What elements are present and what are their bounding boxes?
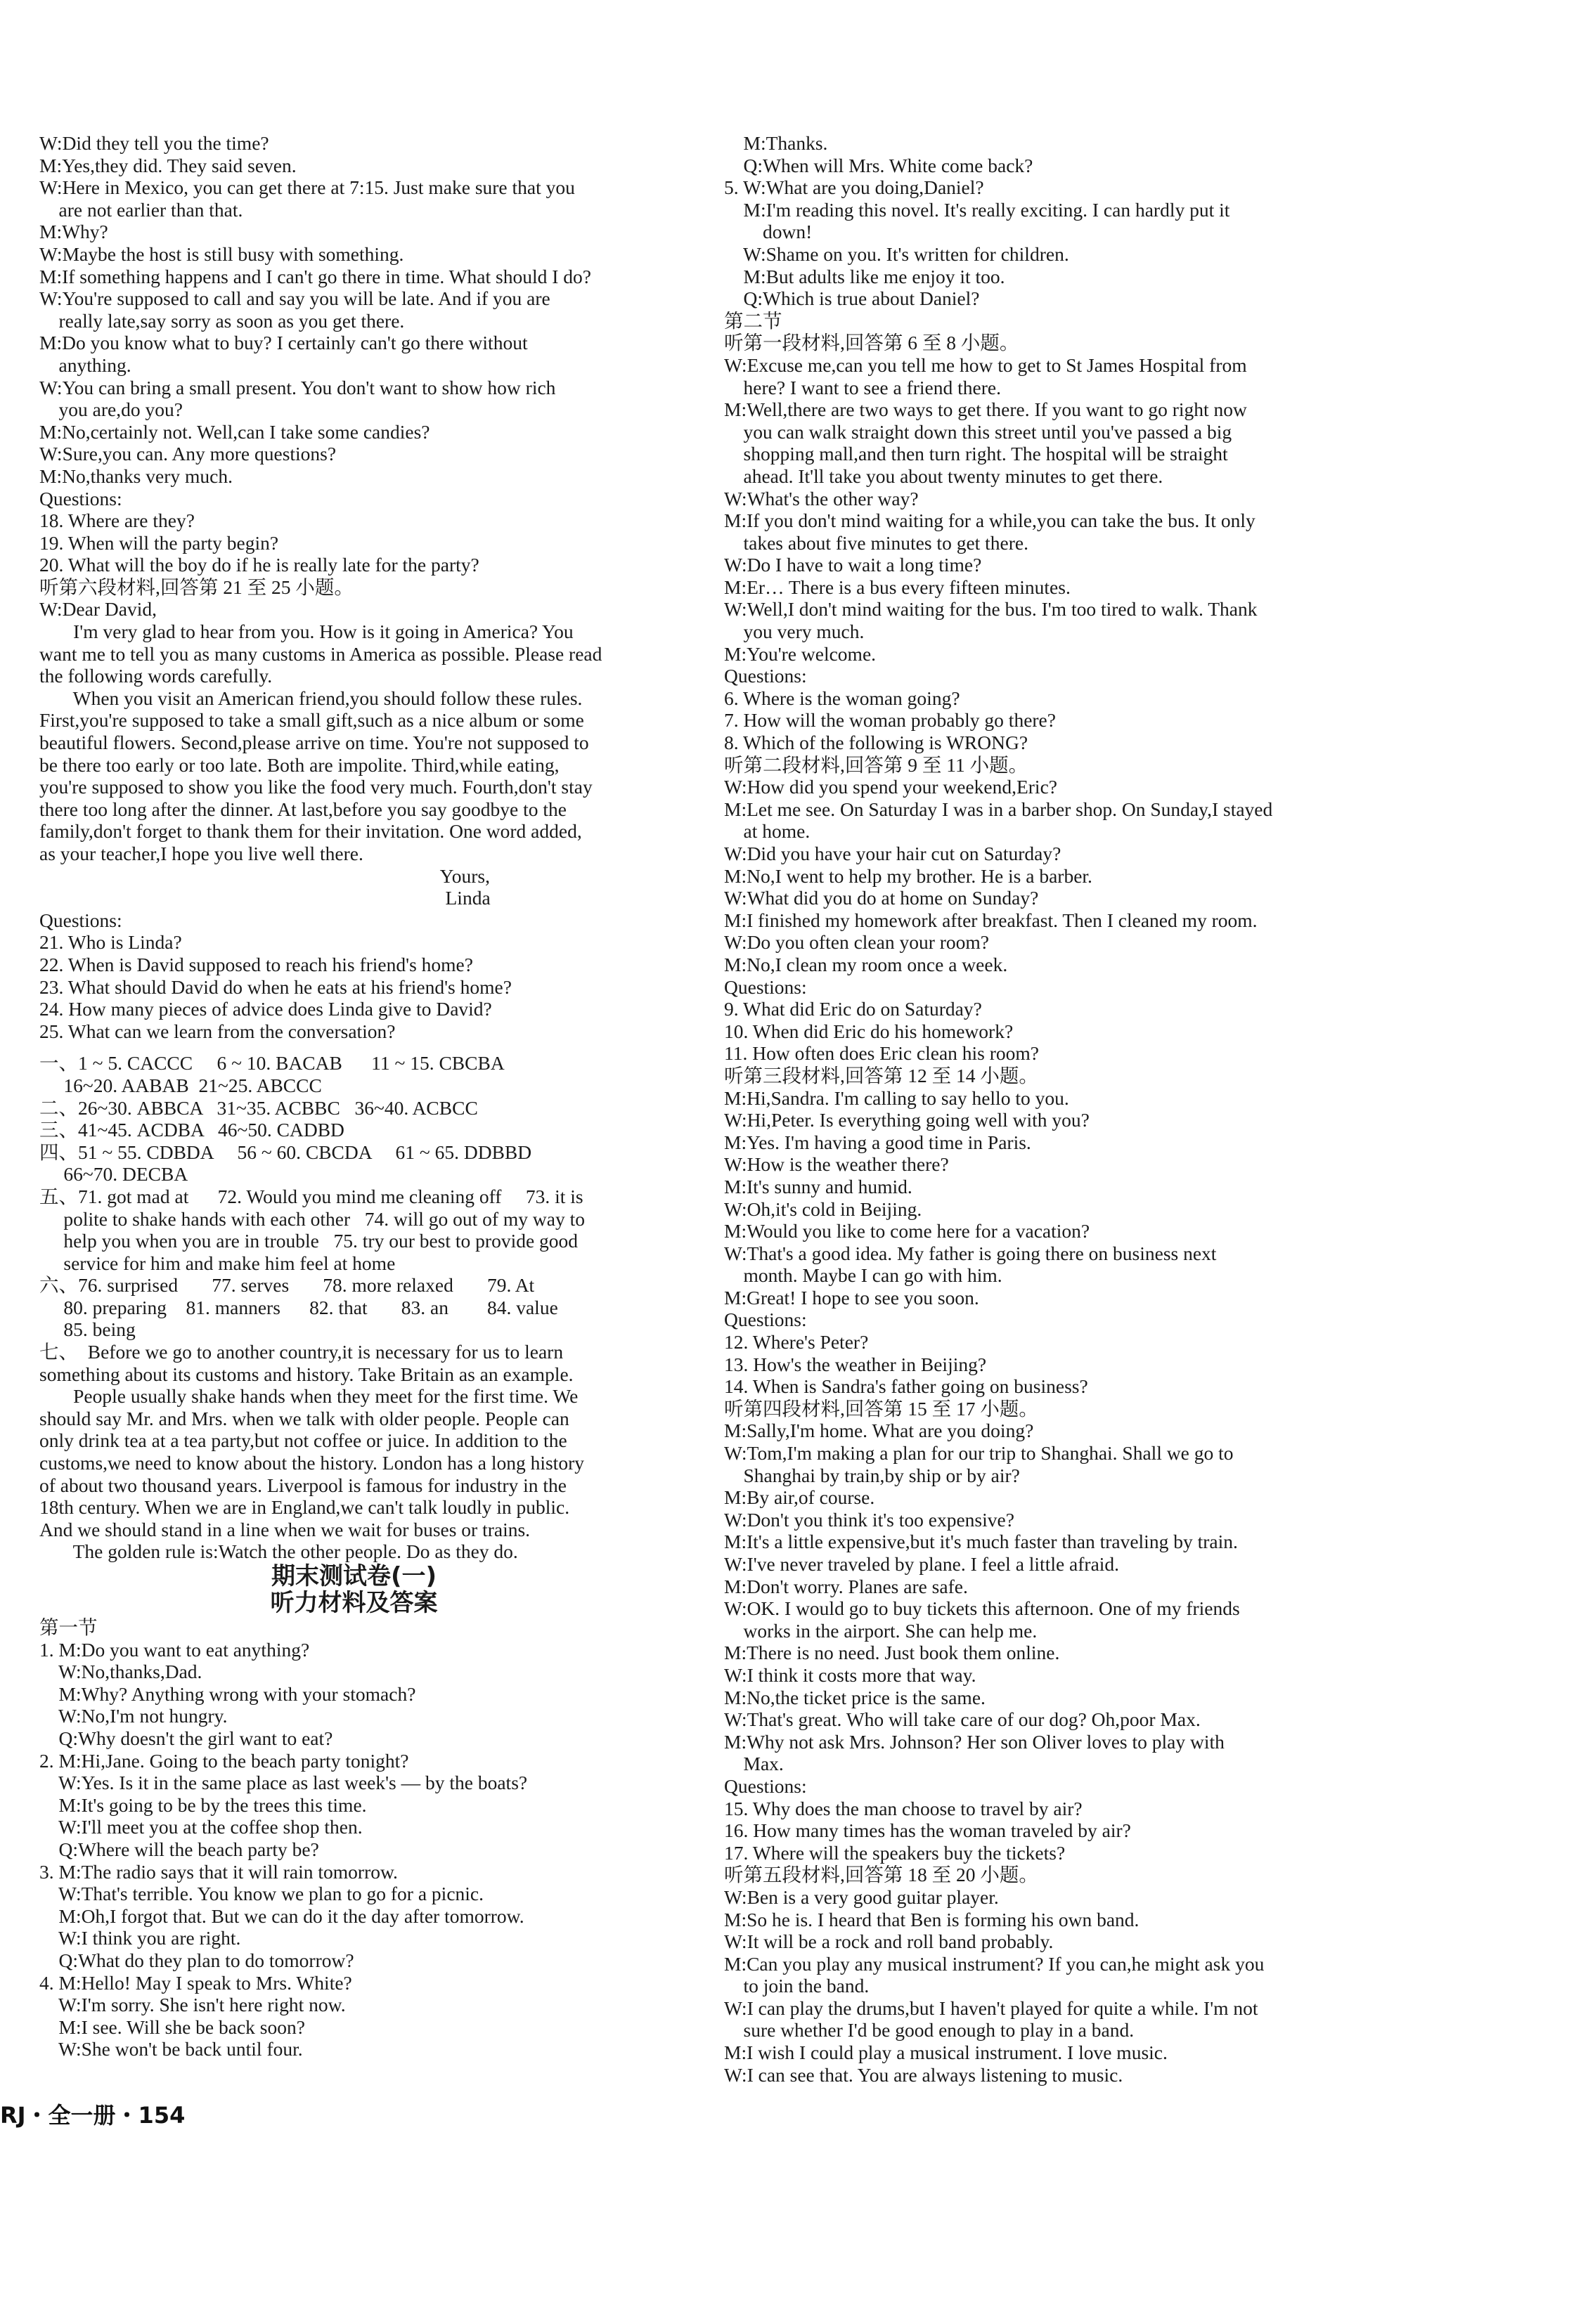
text-line: M:Er… There is a bus every fifteen minutes. bbox=[724, 576, 1071, 598]
text-line: 9. What did Eric do on Saturday? bbox=[724, 998, 982, 1020]
text-line: 16. How many times has the woman traveled by air? bbox=[724, 1819, 1131, 1842]
text-line: M:There is no need. Just book them online. bbox=[724, 1642, 1060, 1664]
text-line: shopping mall,and then turn right. The hospital will be straight bbox=[724, 443, 1228, 465]
text-line: W:Well,I don't mind waiting for the bus. I'm too tired to walk. Thank bbox=[724, 598, 1258, 621]
text-line: W:I can see that. You are always listening to music. bbox=[724, 2063, 1123, 2086]
text-line: Q:What do they plan to do tomorrow? bbox=[39, 1949, 354, 1971]
text-line: W:I'll meet you at the coffee shop then. bbox=[39, 1816, 363, 1838]
text-line: W:Yes. Is it in the same place as last week's — by the boats? bbox=[39, 1772, 528, 1794]
text-line: W:That's terrible. You know we plan to go for a picnic. bbox=[39, 1883, 484, 1905]
text-line: W:Maybe the host is still busy with something. bbox=[39, 242, 404, 265]
text-line: 80. preparing 81. manners 82. that 83. an 84. value bbox=[39, 1296, 558, 1318]
text-line: 12. Where's Peter? bbox=[724, 1331, 869, 1353]
text-line: 8. Which of the following is WRONG? bbox=[724, 732, 1028, 754]
text-line: M:I wish I could play a musical instrument. I love music. bbox=[724, 2041, 1168, 2064]
text-line: anything. bbox=[39, 353, 131, 376]
text-line: 听第四段材料,回答第 15 至 17 小题。 bbox=[724, 1397, 1038, 1420]
text-line: 7. How will the woman probably go there? bbox=[724, 709, 1056, 732]
text-line: Questions: bbox=[724, 665, 807, 687]
text-line: 85. being bbox=[39, 1318, 136, 1341]
left-column bbox=[39, 132, 669, 2060]
text-line: polite to shake hands with each other 74. will go out of my way to bbox=[39, 1207, 585, 1230]
text-line: Linda bbox=[39, 887, 491, 909]
text-line: 5. W:What are you doing,Daniel? bbox=[724, 176, 984, 199]
text-line: month. Maybe I can go with him. bbox=[724, 1264, 1002, 1287]
text-line: 六、76. surprised 77. serves 78. more relaxed 79. At bbox=[39, 1274, 535, 1297]
text-line: are not earlier than that. bbox=[39, 198, 243, 221]
text-line: W:Tom,I'm making a plan for our trip to Shanghai. Shall we go to bbox=[724, 1442, 1234, 1465]
text-line: ahead. It'll take you about twenty minutes to get there. bbox=[724, 465, 1163, 487]
text-line: the following words carefully. bbox=[39, 665, 273, 687]
text-line: 17. Where will the speakers buy the tickets? bbox=[724, 1841, 1066, 1864]
text-line: down! bbox=[724, 221, 813, 243]
text-line: W:You're supposed to call and say you will be late. And if you are bbox=[39, 287, 550, 310]
text-line: W:Excuse me,can you tell me how to get to St James Hospital from bbox=[724, 353, 1247, 376]
text-line: M:Why? Anything wrong with your stomach? bbox=[39, 1682, 416, 1705]
text-line: M:No,thanks very much. bbox=[39, 465, 233, 487]
text-line: Yours, bbox=[39, 864, 490, 887]
text-line: W:OK. I would go to buy tickets this afternoon. One of my friends bbox=[724, 1597, 1240, 1620]
text-line: 14. When is Sandra's father going on business? bbox=[724, 1375, 1088, 1398]
text-line: something about its customs and history. Take Britain as an example. bbox=[39, 1363, 574, 1385]
text-line: 21. Who is Linda? bbox=[39, 931, 182, 954]
text-line: W:What's the other way? bbox=[724, 487, 919, 509]
text-line: Q:Why doesn't the girl want to eat? bbox=[39, 1727, 333, 1749]
text-line: W:Do you often clean your room? bbox=[724, 931, 989, 954]
text-line: M:Yes,they did. They said seven. bbox=[39, 154, 297, 176]
text-line: M:I finished my homework after breakfast. Then I cleaned my room. bbox=[724, 909, 1258, 931]
text-line: W:Sure,you can. Any more questions? bbox=[39, 443, 337, 465]
text-line: 3. M:The radio says that it will rain tomorrow. bbox=[39, 1860, 398, 1883]
text-line: of about two thousand years. Liverpool is famous for industry in the bbox=[39, 1474, 567, 1496]
text-line: M:So he is. I heard that Ben is forming his own band. bbox=[724, 1908, 1140, 1930]
text-line: sure whether I'd be good enough to play in a band. bbox=[724, 2019, 1135, 2041]
left-dialogue-section bbox=[39, 132, 669, 1042]
text-line: 18th century. When we are in England,we can't talk loudly in public. bbox=[39, 1496, 570, 1519]
text-line: 10. When did Eric do his homework? bbox=[724, 1020, 1014, 1042]
text-line: W:You can bring a small present. You don't want to show how rich bbox=[39, 376, 556, 398]
text-line: should say Mr. and Mrs. when we talk with older people. People can bbox=[39, 1407, 569, 1429]
text-line: 第二节 bbox=[724, 309, 782, 332]
text-line: Shanghai by train,by ship or by air? bbox=[724, 1464, 1020, 1486]
text-line: 听第二段材料,回答第 9 至 11 小题。 bbox=[724, 753, 1028, 776]
text-line: be there too early or too late. Both are impolite. Third,while eating, bbox=[39, 753, 560, 776]
text-line: 第一节 bbox=[39, 1616, 98, 1638]
text-line: W:Don't you think it's too expensive? bbox=[724, 1508, 1014, 1531]
text-line: W:I think it costs more that way. bbox=[724, 1663, 976, 1686]
text-line: M:I'm reading this novel. It's really exciting. I can hardly put it bbox=[724, 198, 1230, 221]
text-line: Questions: bbox=[39, 909, 122, 931]
text-line: takes about five minutes to get there. bbox=[724, 531, 1029, 554]
text-line: W:Here in Mexico, you can get there at 7:15. Just make sure that you bbox=[39, 176, 575, 199]
text-line: M:By air,of course. bbox=[724, 1486, 875, 1509]
text-line: really late,say sorry as soon as you get there. bbox=[39, 309, 405, 332]
exam-subtitle: 听力材料及答案 bbox=[270, 1589, 438, 1617]
text-line: 二、26~30. ABBCA 31~35. ACBBC 36~40. ACBCC bbox=[39, 1096, 478, 1119]
text-line: you're supposed to show you like the food very much. Fourth,don't stay bbox=[39, 776, 593, 798]
text-line: 4. M:Hello! May I speak to Mrs. White? bbox=[39, 1971, 352, 1994]
exam-title: 期末测试卷(一) bbox=[271, 1562, 437, 1590]
text-line: 22. When is David supposed to reach his friend's home? bbox=[39, 953, 473, 975]
text-line: at home. bbox=[724, 820, 811, 843]
text-line: 20. What will the boy do if he is really late for the party? bbox=[39, 554, 479, 576]
text-line: W:I'm sorry. She isn't here right now. bbox=[39, 1994, 346, 2016]
text-line: M:If you don't mind waiting for a while,you can take the bus. It only bbox=[724, 509, 1255, 532]
text-line: Max. bbox=[724, 1753, 784, 1775]
text-line: Questions: bbox=[39, 487, 122, 509]
text-line: M:Why not ask Mrs. Johnson? Her son Oliver loves to play with bbox=[724, 1730, 1225, 1753]
text-line: M:Would you like to come here for a vacation? bbox=[724, 1220, 1090, 1242]
text-line: W:It will be a rock and roll band probably. bbox=[724, 1930, 1054, 1953]
text-line: here? I want to see a friend there. bbox=[724, 376, 1001, 398]
text-line: W:How did you spend your weekend,Eric? bbox=[724, 776, 1057, 798]
text-line: Q:Where will the beach party be? bbox=[39, 1838, 319, 1860]
text-line: M:If something happens and I can't go there in time. What should I do? bbox=[39, 265, 591, 287]
right-column bbox=[724, 132, 1360, 2086]
text-line: only drink tea at a tea party,but not coffee or juice. In addition to the bbox=[39, 1429, 567, 1452]
text-line: 6. Where is the woman going? bbox=[724, 687, 960, 709]
text-line: M:Can you play any musical instrument? If you can,he might ask you bbox=[724, 1952, 1265, 1975]
text-line: W:Did you have your hair cut on Saturday? bbox=[724, 843, 1061, 864]
page-footer: RJ・全一册・154 bbox=[0, 2102, 186, 2129]
text-line: W:I can play the drums,but I haven't played for quite a while. I'm not bbox=[724, 1997, 1258, 2019]
text-line: works in the airport. She can help me. bbox=[724, 1619, 1038, 1642]
text-line: 66~70. DECBA bbox=[39, 1163, 188, 1186]
text-line: First,you're supposed to take a small gift,such as a nice album or some bbox=[39, 709, 584, 732]
text-line: family,don't forget to thank them for their invitation. One word added, bbox=[39, 820, 582, 843]
text-line: 18. Where are they? bbox=[39, 509, 195, 532]
text-line: The golden rule is:Watch the other people. Do as they do. bbox=[39, 1540, 518, 1563]
text-line: M:Great! I hope to see you soon. bbox=[724, 1286, 979, 1309]
text-line: W:Dear David, bbox=[39, 598, 157, 621]
text-line: you very much. bbox=[724, 621, 865, 643]
text-line: want me to tell you as many customs in America as possible. Please read bbox=[39, 642, 602, 665]
text-line: M:Thanks. bbox=[724, 132, 828, 154]
listening-section-two bbox=[724, 132, 1360, 2086]
text-line: When you visit an American friend,you should follow these rules. bbox=[39, 687, 583, 709]
text-line: 五、71. got mad at 72. Would you mind me cleaning off 73. it is bbox=[39, 1185, 583, 1207]
text-line: 听第五段材料,回答第 18 至 20 小题。 bbox=[724, 1864, 1038, 1886]
text-line: help you when you are in trouble 75. try our best to provide good bbox=[39, 1230, 579, 1252]
text-line: Q:Which is true about Daniel? bbox=[724, 287, 980, 310]
text-line: M:I see. Will she be back soon? bbox=[39, 2015, 305, 2038]
text-line: M:It's going to be by the trees this time. bbox=[39, 1793, 367, 1816]
text-line: 13. How's the weather in Beijing? bbox=[724, 1353, 987, 1375]
text-line: W:She won't be back until four. bbox=[39, 2038, 303, 2060]
text-line: M:No,I clean my room once a week. bbox=[724, 953, 1008, 975]
text-line: M:Do you know what to buy? I certainly can't go there without bbox=[39, 332, 528, 354]
text-line: 16~20. AABAB 21~25. ABCCC bbox=[39, 1074, 322, 1096]
text-line: Questions: bbox=[724, 1309, 807, 1331]
text-line: Q:When will Mrs. White come back? bbox=[724, 154, 1033, 176]
text-line: customs,we need to know about the history. London has a long history bbox=[39, 1452, 584, 1474]
text-line: W:Do I have to wait a long time? bbox=[724, 554, 982, 576]
text-line: M:Don't worry. Planes are safe. bbox=[724, 1575, 968, 1597]
text-line: 听第三段材料,回答第 12 至 14 小题。 bbox=[724, 1064, 1038, 1086]
listening-section-one bbox=[39, 1616, 669, 2060]
text-line: beautiful flowers. Second,please arrive on time. You're not supposed to bbox=[39, 732, 589, 754]
text-line: W:How is the weather there? bbox=[724, 1153, 949, 1176]
text-line: you are,do you? bbox=[39, 398, 183, 421]
text-line: W:No,I'm not hungry. bbox=[39, 1705, 228, 1727]
text-line: 15. Why does the man choose to travel by air? bbox=[724, 1797, 1083, 1819]
text-line: W:Ben is a very good guitar player. bbox=[724, 1885, 999, 1908]
text-line: M:Oh,I forgot that. But we can do it the day after tomorrow. bbox=[39, 1904, 524, 1927]
text-line: W:I think you are right. bbox=[39, 1927, 241, 1949]
text-line: M:No,certainly not. Well,can I take some candies? bbox=[39, 420, 430, 443]
text-line: 一、1 ~ 5. CACCC 6 ~ 10. BACAB 11 ~ 15. CBCBA bbox=[39, 1052, 505, 1075]
text-line: there too long after the dinner. At last,before you say goodbye to the bbox=[39, 798, 567, 820]
text-line: you can walk straight down this street until you've passed a big bbox=[724, 420, 1232, 443]
text-line: 四、51 ~ 55. CDBDA 56 ~ 60. CBCDA 61 ~ 65. DDBBD bbox=[39, 1141, 532, 1163]
text-line: 23. What should David do when he eats at his friend's home? bbox=[39, 975, 512, 998]
text-line: W:That's great. Who will take care of our dog? Oh,poor Max. bbox=[724, 1708, 1201, 1731]
text-line: 七、 Before we go to another country,it is necessary for us to learn bbox=[39, 1341, 564, 1363]
text-line: 1. M:Do you want to eat anything? bbox=[39, 1638, 310, 1661]
text-line: W:No,thanks,Dad. bbox=[39, 1661, 202, 1683]
text-line: W:What did you do at home on Sunday? bbox=[724, 887, 1039, 909]
text-line: Questions: bbox=[724, 975, 807, 998]
text-line: M:You're welcome. bbox=[724, 642, 877, 665]
text-line: 听第一段材料,回答第 6 至 8 小题。 bbox=[724, 332, 1019, 354]
text-line: to join the band. bbox=[724, 1975, 870, 1997]
text-line: W:That's a good idea. My father is going there on business next bbox=[724, 1242, 1217, 1264]
text-line: M:Well,there are two ways to get there. If you want to go right now bbox=[724, 398, 1247, 421]
text-line: I'm very glad to hear from you. How is it going in America? You bbox=[39, 621, 574, 643]
text-line: W:Shame on you. It's written for children. bbox=[724, 242, 1069, 265]
text-line: People usually shake hands when they meet for the first time. We bbox=[39, 1385, 579, 1408]
text-line: service for him and make him feel at home bbox=[39, 1252, 396, 1274]
text-line: 听第六段材料,回答第 21 至 25 小题。 bbox=[39, 576, 354, 598]
text-line: M:It's a little expensive,but it's much faster than traveling by train. bbox=[724, 1531, 1238, 1553]
text-line: W:Hi,Peter. Is everything going well with you? bbox=[724, 1109, 1090, 1131]
text-line: W:Oh,it's cold in Beijing. bbox=[724, 1197, 922, 1220]
text-line: 19. When will the party begin? bbox=[39, 531, 279, 554]
text-line: Questions: bbox=[724, 1774, 807, 1797]
text-line: And we should stand in a line when we wait for buses or trains. bbox=[39, 1518, 531, 1540]
text-line: M:No,I went to help my brother. He is a barber. bbox=[724, 864, 1092, 887]
text-line: M:Yes. I'm having a good time in Paris. bbox=[724, 1131, 1031, 1153]
text-line: M:Why? bbox=[39, 221, 108, 243]
text-line: 2. M:Hi,Jane. Going to the beach party tonight? bbox=[39, 1749, 409, 1772]
text-line: 11. How often does Eric clean his room? bbox=[724, 1042, 1040, 1065]
text-line: M:Sally,I'm home. What are you doing? bbox=[724, 1420, 1034, 1442]
text-line: M:But adults like me enjoy it too. bbox=[724, 265, 1005, 287]
answer-key-section bbox=[39, 1052, 669, 1563]
text-line: 25. What can we learn from the conversation? bbox=[39, 1020, 396, 1042]
text-line: W:I've never traveled by plane. I feel a little afraid. bbox=[724, 1553, 1120, 1575]
text-line: M:Let me see. On Saturday I was in a barber shop. On Sunday,I stayed bbox=[724, 798, 1273, 820]
text-line: W:Did they tell you the time? bbox=[39, 132, 269, 154]
text-line: 三、41~45. ACDBA 46~50. CADBD bbox=[39, 1119, 344, 1141]
text-line: 24. How many pieces of advice does Linda give to David? bbox=[39, 998, 492, 1020]
text-line: M:No,the ticket price is the same. bbox=[724, 1686, 986, 1708]
text-line: as your teacher,I hope you live well there. bbox=[39, 843, 363, 864]
text-line: M:Hi,Sandra. I'm calling to say hello to you. bbox=[724, 1086, 1069, 1109]
text-line: M:It's sunny and humid. bbox=[724, 1175, 912, 1197]
